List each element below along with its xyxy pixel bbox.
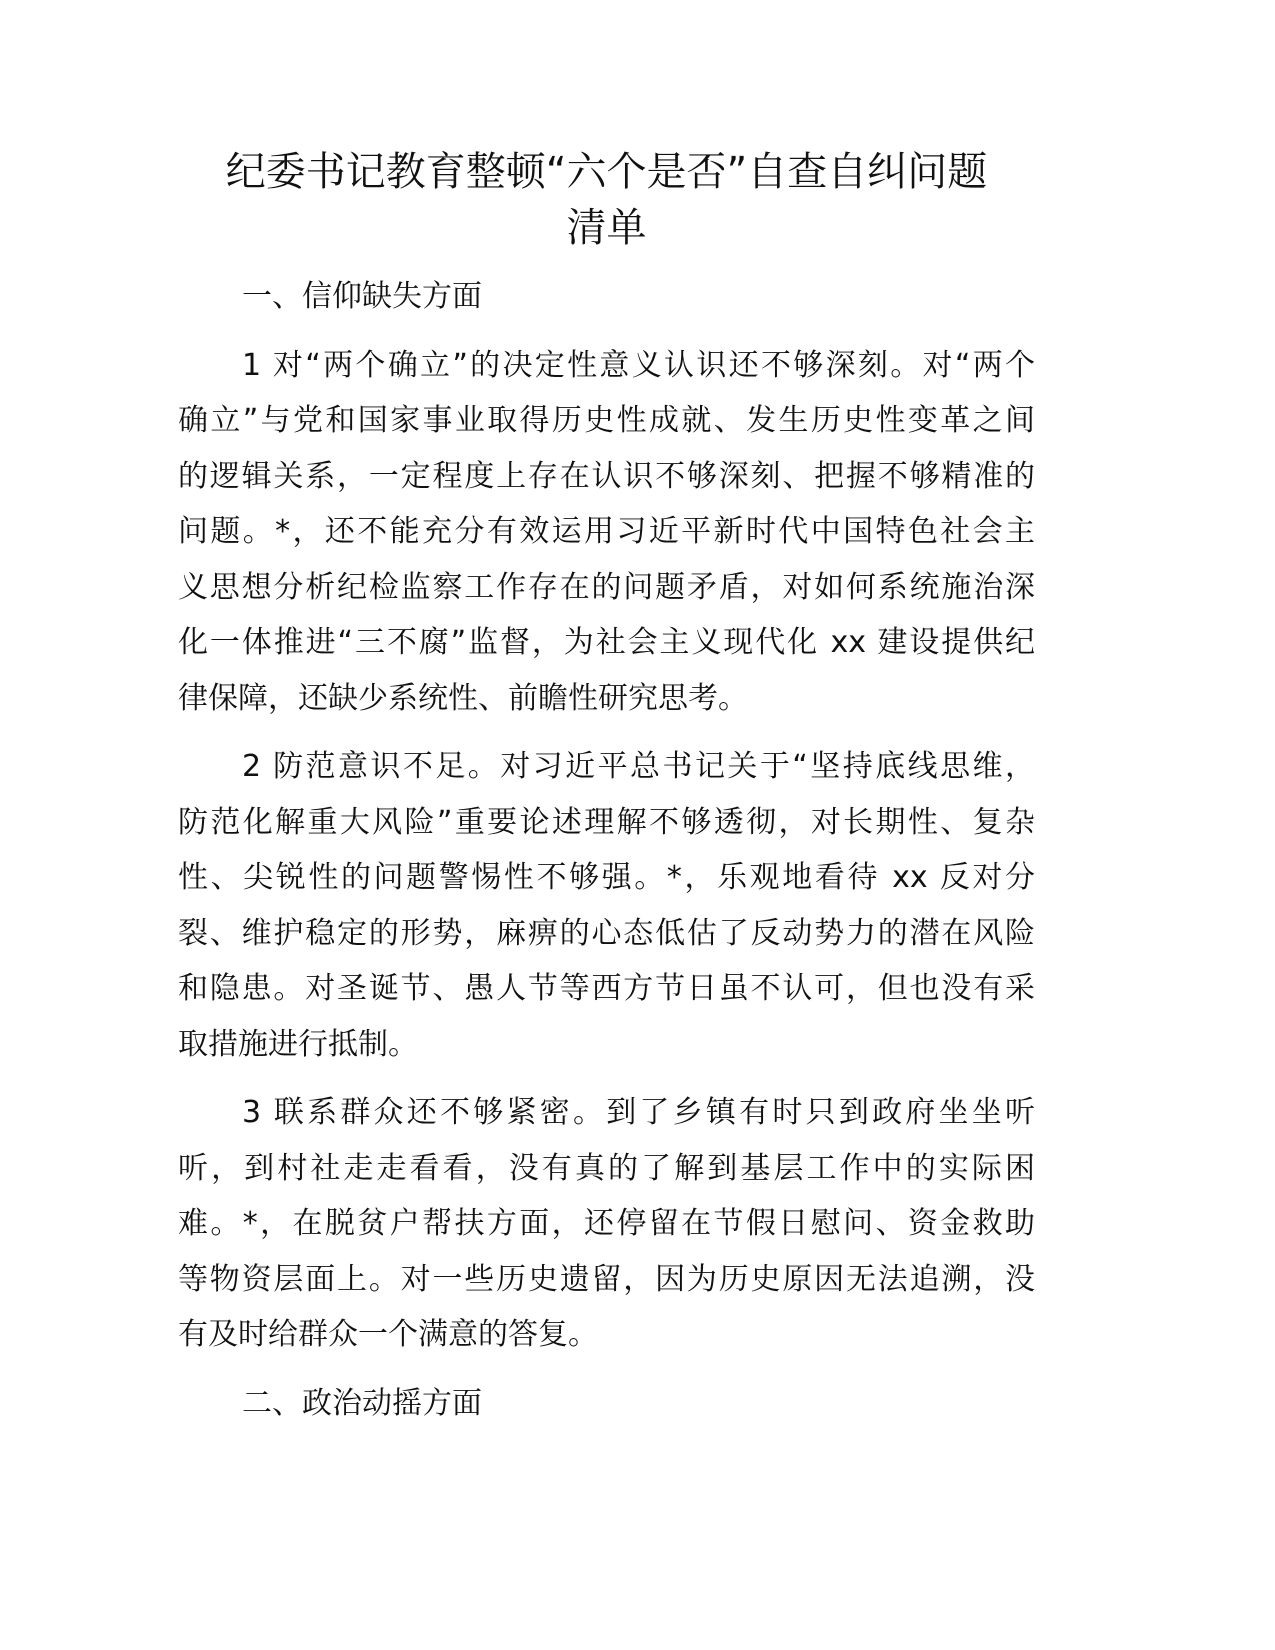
paragraph-line: 律保障，还缺少系统性、前瞻性研究思考。 bbox=[178, 680, 748, 716]
paragraph-line: 等物资层面上。对一些历史遗留，因为历史原因无法追溯，没 bbox=[178, 1261, 1035, 1297]
paragraph bbox=[178, 739, 1035, 1072]
paragraph-line: 化一体推进“三不腐”监督，为社会主义现代化 xx 建设提供纪 bbox=[178, 625, 1035, 660]
paragraph-line: 2 防范意识不足。对习近平总书记关于“坚持底线思维， bbox=[242, 749, 1035, 784]
paragraph-line: 问题。*，还不能充分有效运用习近平新时代中国特色社会主 bbox=[178, 514, 1035, 549]
paragraph-line: 3 联系群众还不够紧密。到了乡镇有时只到政府坐坐听 bbox=[242, 1095, 1035, 1130]
paragraph-line: 难。*，在脱贫户帮扶方面，还停留在节假日慰问、资金救助 bbox=[178, 1206, 1035, 1241]
section-1-body bbox=[178, 338, 1035, 1363]
section-heading-1: 一、信仰缺失方面 bbox=[242, 279, 482, 314]
paragraph-line: 裂、维护稳定的形势，麻痹的心态低估了反动势力的潜在风险 bbox=[178, 915, 1035, 951]
paragraph-line: 确立”与党和国家事业取得历史性成就、发生历史性变革之间 bbox=[178, 403, 1035, 438]
document-page bbox=[178, 144, 1035, 1431]
paragraph bbox=[178, 338, 1035, 727]
paragraph-line: 听，到村社走走看看，没有真的了解到基层工作中的实际困 bbox=[178, 1150, 1035, 1186]
paragraph-line: 防范化解重大风险”重要论述理解不够透彻，对长期性、复杂 bbox=[178, 804, 1035, 840]
title-line: 清单 bbox=[566, 205, 647, 251]
paragraph-line: 和隐患。对圣诞节、愚人节等西方节日虽不认可，但也没有采 bbox=[178, 971, 1035, 1006]
section-heading-2: 二、政治动摇方面 bbox=[242, 1385, 482, 1421]
title-line: 纪委书记教育整顿“六个是否”自查自纠问题 bbox=[225, 149, 988, 195]
paragraph-line: 义思想分析纪检监察工作存在的问题矛盾，对如何系统施治深 bbox=[178, 569, 1035, 605]
paragraph-line: 1 对“两个确立”的决定性意义认识还不够深刻。对“两个 bbox=[242, 347, 1035, 383]
paragraph-line: 取措施进行抵制。 bbox=[178, 1026, 418, 1062]
paragraph bbox=[178, 1085, 1035, 1363]
paragraph-line: 性、尖锐性的问题警惕性不够强。*，乐观地看待 xx 反对分 bbox=[178, 860, 1035, 895]
paragraph-line: 的逻辑关系，一定程度上存在认识不够深刻、把握不够精准的 bbox=[178, 458, 1035, 494]
document-title bbox=[168, 144, 1045, 256]
paragraph-line: 有及时给群众一个满意的答复。 bbox=[178, 1317, 598, 1352]
